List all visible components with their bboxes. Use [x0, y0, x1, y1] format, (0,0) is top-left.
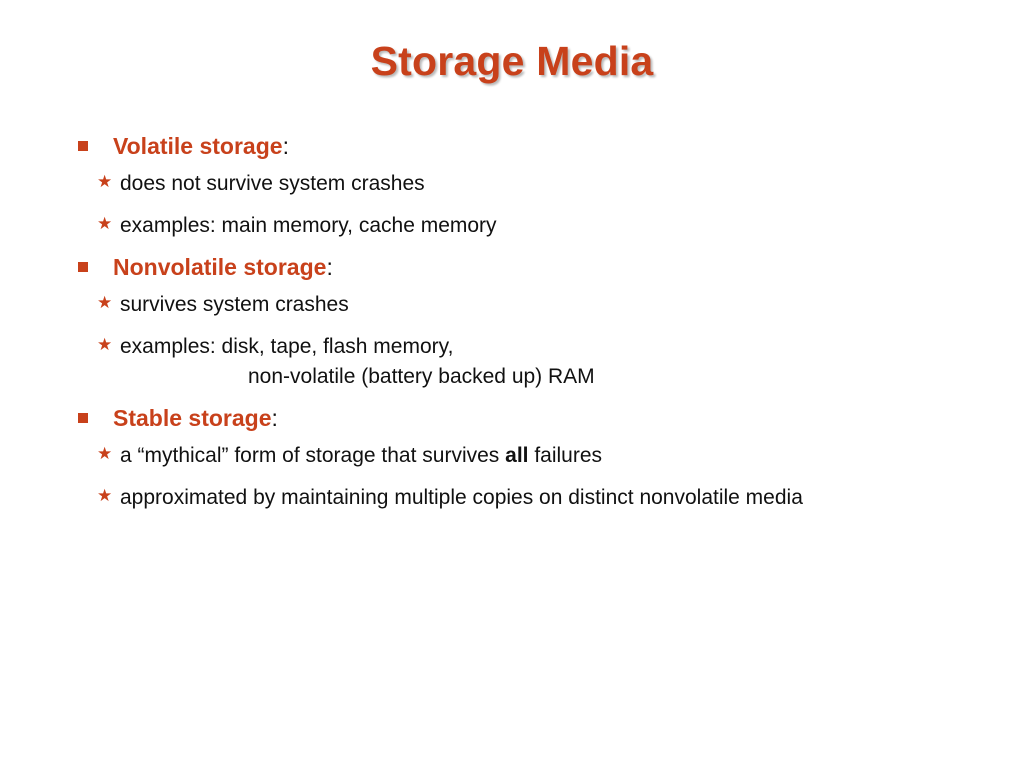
sub-bullet-text-line2: non-volatile (battery backed up) RAM — [248, 365, 595, 388]
star-bullet-icon: ★ — [97, 486, 113, 505]
sub-bullet-text-line1: examples: disk, tape, flash memory, — [120, 335, 454, 358]
sub-bullet — [83, 211, 890, 241]
sub-bullet-text: approximated by maintaining multiple copies on distinct nonvolatile media — [120, 486, 803, 509]
sub-bullet-text: examples: main memory, cache memory — [120, 214, 497, 237]
sub-bullet — [83, 169, 890, 199]
sub-bullet — [83, 332, 890, 392]
sub-bullet-text-bold: all — [505, 444, 529, 467]
star-bullet-icon: ★ — [97, 335, 113, 354]
bullet-colon: : — [271, 405, 278, 431]
star-bullet-icon: ★ — [97, 214, 113, 233]
sub-bullet — [83, 290, 890, 320]
star-bullet-icon: ★ — [97, 444, 113, 463]
sub-bullet-list — [75, 169, 955, 241]
sub-bullet-text: does not survive system crashes — [120, 172, 425, 195]
bullet-term: Volatile storage — [113, 133, 283, 159]
sub-bullet-text: survives system crashes — [120, 293, 349, 316]
bullet-colon: : — [326, 254, 333, 280]
bullet-volatile-storage — [75, 130, 955, 162]
bullet-nonvolatile-storage — [75, 251, 955, 283]
bullet-term: Stable storage — [113, 405, 272, 431]
star-bullet-icon: ★ — [97, 293, 113, 312]
sub-bullet-text — [120, 444, 602, 467]
sub-bullet-text-before: a “mythical” form of storage that survives — [120, 444, 506, 467]
star-bullet-icon: ★ — [97, 172, 113, 191]
bullet-stable-storage — [75, 402, 955, 434]
square-bullet-icon — [78, 413, 88, 423]
bullet-list — [75, 128, 955, 523]
slide-title: Storage Media — [370, 38, 654, 84]
sub-bullet-list — [75, 290, 955, 392]
sub-bullet — [83, 441, 890, 471]
sub-bullet-text-after: failures — [528, 444, 603, 467]
sub-bullet-list — [75, 441, 955, 513]
sub-bullet — [83, 483, 890, 513]
square-bullet-icon — [78, 141, 88, 151]
square-bullet-icon — [78, 262, 88, 272]
bullet-colon: : — [282, 133, 289, 159]
bullet-term: Nonvolatile storage — [113, 254, 327, 280]
